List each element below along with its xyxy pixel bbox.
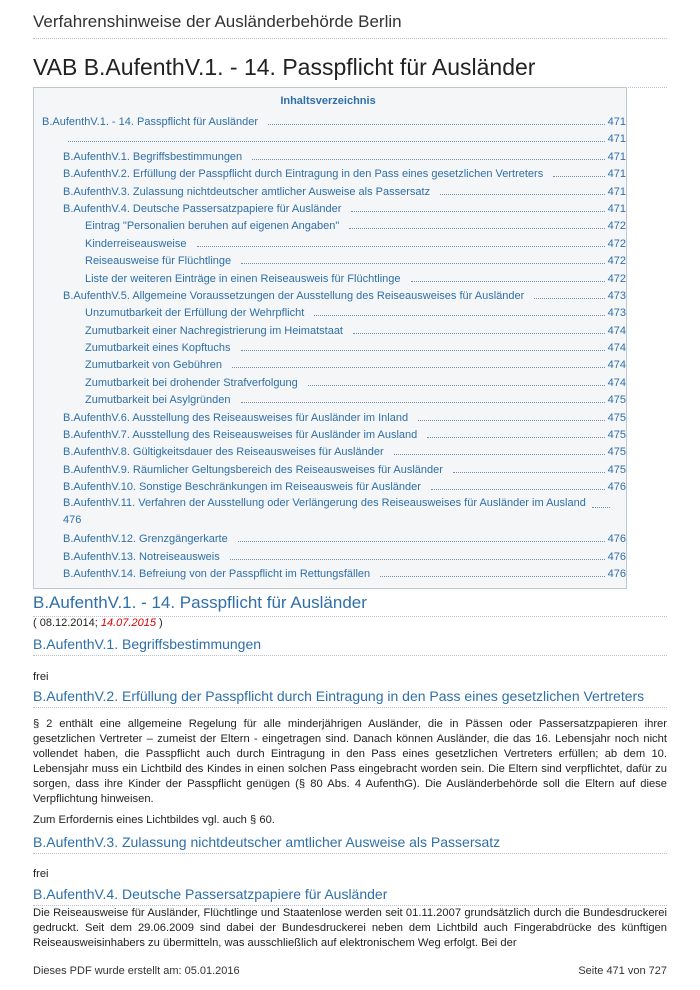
toc-entry[interactable]: Zumutbarkeit von Gebühren 474 [42, 355, 626, 372]
toc-entry[interactable]: B.AufenthV.11. Verfahren der Ausstellung oder Verlängerung des Reiseausweises für Ausländer im Ausland 476 [42, 495, 626, 530]
toc-entry[interactable]: B.AufenthV.9. Räumlicher Geltungsbereich des Reiseausweises für Ausländer 475 [42, 460, 626, 477]
section-heading-main: B.AufenthV.1. - 14. Passpflicht für Ausländer [33, 593, 667, 617]
toc-entry[interactable]: Liste der weiteren Einträge in einen Reiseausweis für Flüchtlinge 472 [42, 269, 626, 286]
paragraph: frei [33, 868, 49, 880]
date-line: ( 08.12.2014; 14.07.2015 ) [33, 617, 163, 629]
toc-entry[interactable]: B.AufenthV.4. Deutsche Passersatzpapiere für Ausländer 471 [42, 199, 626, 216]
toc-entry[interactable]: Zumutbarkeit eines Kopftuchs 474 [42, 338, 626, 355]
toc-entry[interactable]: Zumutbarkeit bei drohender Strafverfolgung 474 [42, 373, 626, 390]
site-header: Verfahrenshinweise der Ausländerbehörde Berlin [33, 12, 667, 39]
toc-entry[interactable]: Zumutbarkeit einer Nachregistrierung im Heimatstaat 474 [42, 321, 626, 338]
toc-entry[interactable]: B.AufenthV.2. Erfüllung der Passpflicht durch Eintragung in den Pass eines gesetzlichen Vertreters 471 [42, 164, 626, 181]
toc-entry[interactable]: B.AufenthV.1. Begriffsbestimmungen 471 [42, 147, 626, 164]
toc-entry[interactable]: B.AufenthV.5. Allgemeine Voraussetzungen der Ausstellung des Reiseausweises für Ausländer 473 [42, 286, 626, 303]
created-date: Dieses PDF wurde erstellt am: 05.01.2016 [33, 965, 240, 977]
page-title: VAB B.AufenthV.1. - 14. Passpflicht für Ausländer [33, 54, 667, 88]
toc-entry[interactable]: B.AufenthV.1. - 14. Passpflicht für Ausländer 471 [42, 112, 626, 129]
toc-entry[interactable]: Kinderreiseausweise 472 [42, 234, 626, 251]
page-footer [33, 965, 667, 977]
toc-entry[interactable]: B.AufenthV.12. Grenzgängerkarte 476 [42, 529, 626, 546]
section-heading: B.AufenthV.2. Erfüllung der Passpflicht durch Eintragung in den Pass eines gesetzlichen Vertreters [33, 688, 667, 708]
toc-entry[interactable]: B.AufenthV.10. Sonstige Beschränkungen im Reiseausweis für Ausländer 476 [42, 477, 626, 494]
toc-entry[interactable]: B.AufenthV.7. Ausstellung des Reiseausweises für Ausländer im Ausland 475 [42, 425, 626, 442]
toc-entry[interactable]: 471 [42, 129, 626, 146]
toc-entry[interactable]: B.AufenthV.13. Notreiseausweis 476 [42, 547, 626, 564]
toc-entry[interactable]: Reiseausweise für Flüchtlinge 472 [42, 251, 626, 268]
paragraph: frei [33, 671, 49, 683]
paragraph: Zum Erfordernis eines Lichtbildes vgl. auch § 60. [33, 814, 275, 826]
toc-entry[interactable]: B.AufenthV.14. Befreiung von der Passpflicht im Rettungsfällen 476 [42, 564, 626, 581]
toc-entry[interactable]: Unzumutbarkeit der Erfüllung der Wehrpflicht 473 [42, 303, 626, 320]
paragraph: Die Reiseausweise für Ausländer, Flüchtlinge und Staatenlose werden seit 01.11.2007 grundsätzlich durch die Bundesdruckerei gedruckt. Seit dem 29.06.2009 sind dabei der Bundesdruckerei neben dem Lichtbild auch Fingerabdrücke des künftigen Reiseausweisinhabers zu übermitteln, was ausschließlich auf elektronischem Weg erfolgt. Bei der [33, 907, 667, 949]
toc-entry[interactable]: Zumutbarkeit bei Asylgründen 475 [42, 390, 626, 407]
paragraph: § 2 enthält eine allgemeine Regelung für alle minderjährigen Ausländer, die in Pässen oder Passersatzpapieren ihrer gesetzlichen Vertreter – zumeist der Eltern - eingetragen sind. Danach können Ausländer, die das 16. Lebensjahr noch nicht vollendet haben, die Passpflicht auch durch Eintragung in den Pass eines gesetzlichen Vertreters erfüllen; ab dem 10. Lebensjahr muss ein Lichtbild des Kindes in einen solchen Pass eingebracht worden sein. Die Eltern sind verpflichtet, dafür zu sorgen, dass ihre Kinder der Passpflicht genügen (§ 80 Abs. 4 AufenthG). Die Ausländerbehörde soll die Eltern auf diese Verpflichtung hinweisen. [33, 718, 667, 805]
toc-entry[interactable]: Eintrag "Personalien beruhen auf eigenen Angaben" 472 [42, 216, 626, 233]
toc-entry[interactable]: B.AufenthV.3. Zulassung nichtdeutscher amtlicher Ausweise als Passersatz 471 [42, 182, 626, 199]
toc-title: Inhaltsverzeichnis [280, 95, 376, 107]
section-heading: B.AufenthV.4. Deutsche Passersatzpapiere für Ausländer [33, 886, 667, 906]
toc-entry[interactable]: B.AufenthV.6. Ausstellung des Reiseausweises für Ausländer im Inland 475 [42, 408, 626, 425]
table-of-contents [33, 87, 627, 589]
toc-entry[interactable]: B.AufenthV.8. Gültigkeitsdauer des Reiseausweises für Ausländer 475 [42, 442, 626, 459]
page-number: Seite 471 von 727 [578, 965, 667, 977]
section-heading: B.AufenthV.3. Zulassung nichtdeutscher amtlicher Ausweise als Passersatz [33, 834, 667, 854]
revision-date: 14.07.2015 [100, 617, 156, 629]
section-heading: B.AufenthV.1. Begriffsbestimmungen [33, 636, 667, 656]
